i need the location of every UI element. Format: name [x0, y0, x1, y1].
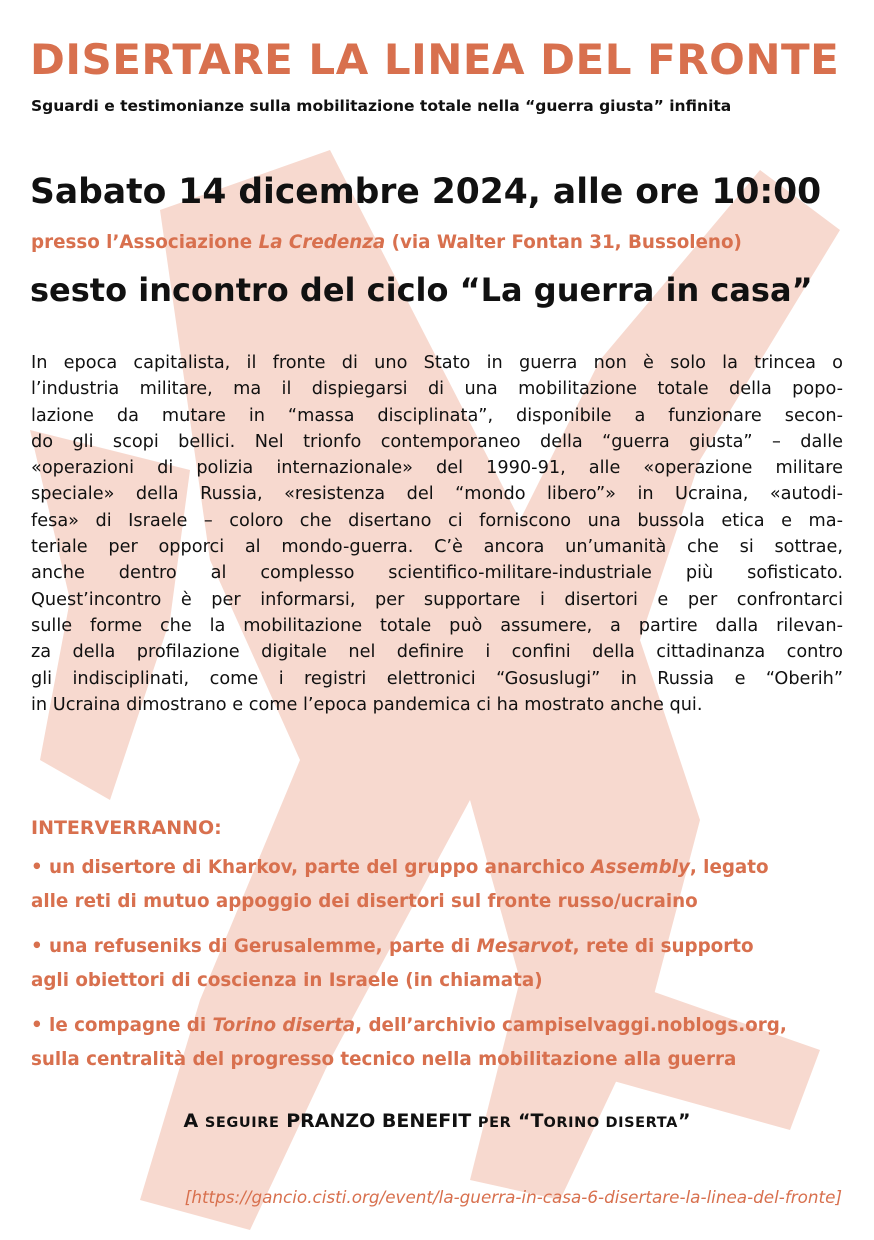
followup-quote: “	[518, 1110, 531, 1132]
speaker-group: Assembly	[591, 857, 690, 878]
speaker-line: sulla centralità del progresso tecnico nella mobilitazione alla guerra	[31, 1049, 737, 1070]
description-line: l’industria militare, ma il dispiegarsi di una mobilitazione totale della popo-	[31, 379, 843, 400]
speaker-text: , rete di supporto	[572, 936, 754, 957]
event-cycle: sesto incontro del ciclo “La guerra in casa”	[30, 271, 813, 309]
description-line: fesa» di Israele – coloro che disertano ci forniscono una bussola etica e ma-	[31, 510, 843, 531]
venue-address: (via Walter Fontan 31, Bussoleno)	[385, 232, 742, 253]
speaker-line	[31, 930, 845, 964]
followup-word: T	[530, 1110, 544, 1132]
speaker-item	[31, 1009, 845, 1077]
description-line: za della profilazione digitale nel definire i confini della cittadinanza contro	[31, 642, 843, 663]
speaker-line: alle reti di mutuo appoggio dei disertori sul fronte russo/ucraino	[31, 891, 698, 912]
description-line: In epoca capitalista, il fronte di uno Stato in guerra non è solo la trincea o	[31, 353, 843, 373]
description-line: Quest’incontro è per informarsi, per supportare i disertori e per confrontarci	[31, 589, 843, 610]
event-venue	[31, 229, 845, 257]
followup-highlight: PRANZO BENEFIT	[286, 1110, 472, 1132]
speaker-item	[31, 930, 845, 998]
description-line: anche dentro al complesso scientifico-militare-industriale più sofisticato.	[31, 563, 843, 584]
speaker-line	[31, 1009, 845, 1043]
venue-prefix: presso l’Associazione	[31, 232, 259, 253]
speaker-group: Torino diserta	[212, 1015, 356, 1036]
event-date: Sabato 14 dicembre 2024, alle ore 10:00	[30, 172, 822, 212]
description-line: do gli scopi bellici. Nel trionfo contemporaneo della “guerra giusta” – dalle	[31, 431, 843, 452]
description-line: teriale per opporci al mondo-guerra. C’è ancora un’umanità che si sottrae,	[31, 537, 843, 558]
description-line: «operazioni di polizia internazionale» del 1990-91, alle «operazione militare	[31, 458, 843, 479]
speaker-line	[31, 851, 845, 885]
followup-word: A	[183, 1110, 199, 1132]
speaker-text: • un disertore di Kharkov, parte del gruppo anarchico	[31, 857, 592, 878]
description-line: in Ucraina dimostrano e come l’epoca pandemica ci ha mostrato anche qui.	[31, 694, 703, 715]
description-line: gli indisciplinati, come i registri elettronici “Gosuslugi” in Russia e “Oberih”	[31, 668, 843, 689]
followup-word: ORINO DISERTA	[543, 1115, 678, 1131]
speaker-text: , legato	[689, 857, 769, 878]
followup-word: SEGUIRE	[204, 1115, 280, 1131]
venue-name: La Credenza	[258, 232, 386, 253]
speaker-text: • una refuseniks di Gerusalemme, parte di	[31, 936, 477, 957]
description-line: lazione da mutare in “massa disciplinata”, disponibile a funzionare secon-	[31, 405, 843, 426]
speakers-heading: INTERVERRANNO:	[31, 817, 222, 839]
speaker-line: agli obiettori di coscienza in Israele (in chiamata)	[31, 970, 543, 991]
speaker-text: , dell’archivio campiselvaggi.noblogs.org,	[355, 1015, 787, 1036]
followup-word: PER	[477, 1115, 512, 1131]
event-subtitle: Sguardi e testimonianze sulla mobilitazione totale nella “guerra giusta” infinita	[31, 97, 732, 115]
followup-quote: ”	[677, 1110, 691, 1132]
description-line: speciale» della Russia, «resistenza del “mondo libero”» in Ucraina, «autodi-	[31, 484, 843, 505]
speaker-text: • le compagne di	[31, 1015, 213, 1036]
event-title: DISERTARE LA LINEA DEL FRONTE	[30, 35, 840, 84]
event-link[interactable]: [https://gancio.cisti.org/event/la-guerra-in-casa-6-disertare-la-linea-del-fronte]	[184, 1187, 842, 1207]
event-description	[31, 350, 843, 718]
speaker-item	[31, 851, 845, 919]
speaker-group: Mesarvot	[476, 936, 573, 957]
description-line: sulle forme che la mobilitazione totale può assumere, a partire dalla rilevan-	[31, 615, 843, 636]
lunch-announcement	[0, 1106, 874, 1138]
